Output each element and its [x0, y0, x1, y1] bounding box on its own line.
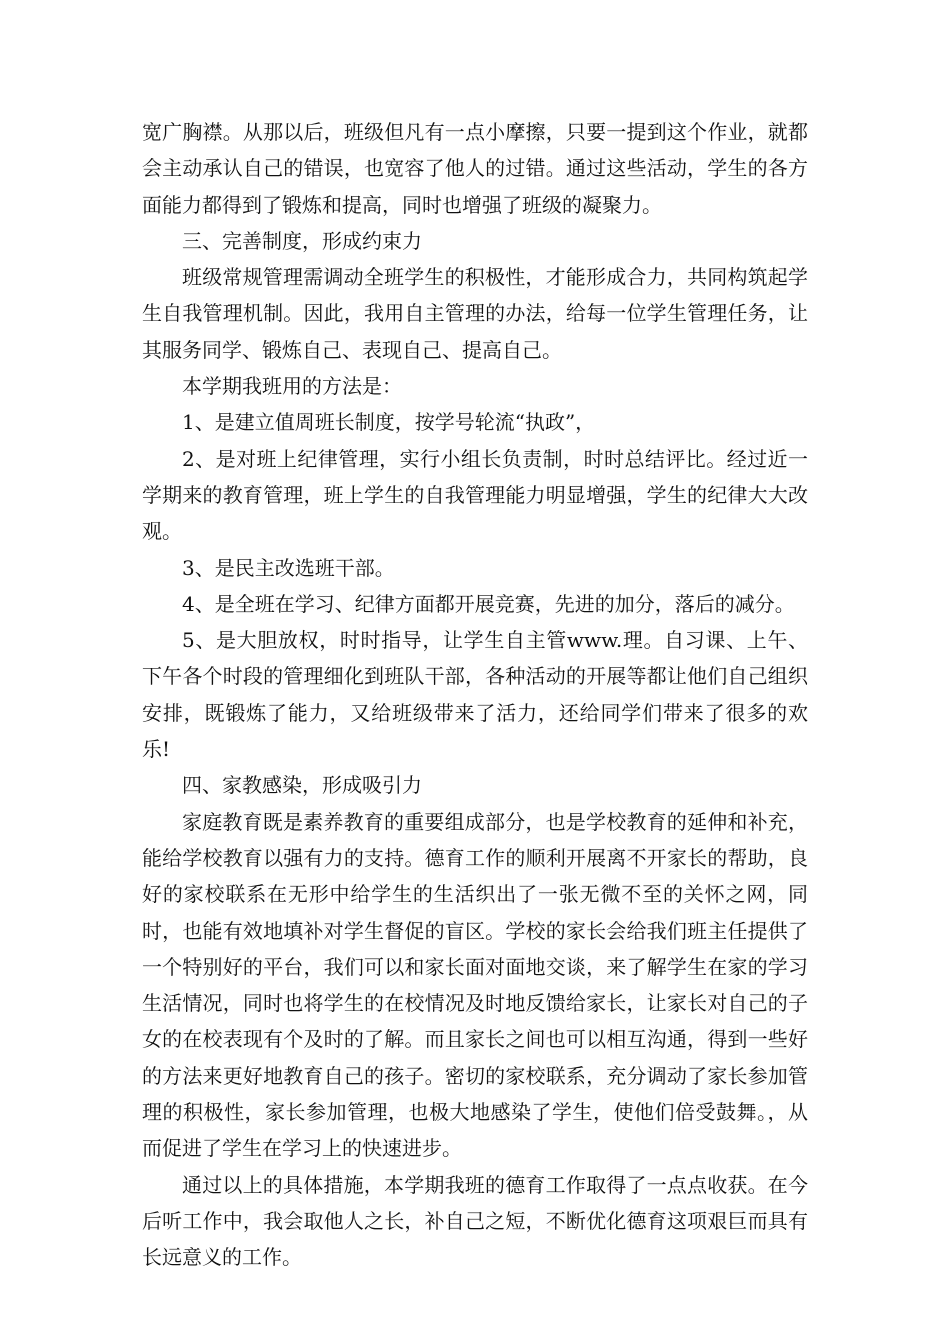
paragraph-conclusion: 通过以上的具体措施，本学期我班的德育工作取得了一点点收获。在今后听工作中，我会取他人之长，补自己之短，不断优化德育这项艰巨而具有长远意义的工作。 [142, 1172, 808, 1270]
paragraph-continuation: 宽广胸襟。从那以后，班级但凡有一点小摩擦，只要一提到这个作业，就都会主动承认自己的错误，也宽容了他人的过错。通过这些活动，学生的各方面能力都得到了锻炼和提高，同时也增强了班级的凝聚力。 [142, 120, 808, 217]
paragraph: 班级常规管理需调动全班学生的积极性，才能形成合力，共同构筑起学生自我管理机制。因此，我用自主管理的办法，给每一位学生管理任务，让其服务同学、锻炼自己、表现自己、提高自己。 [142, 265, 808, 362]
section-heading-4: 四、家教感染，形成吸引力 [182, 773, 422, 798]
list-item-5: 5、是大胆放权，时时指导，让学生自主管www.理。自习课、上午、下午各个时段的管理细化到班队干部，各种活动的开展等都让他们自己组织安排，既锻炼了能力，又给班级带来了活力，还给同学们带来了很多的欢乐! [142, 628, 808, 762]
list-item-3: 3、是民主改选班干部。 [182, 555, 395, 580]
list-item-4: 4、是全班在学习、纪律方面都开展竞赛，先进的加分，落后的减分。 [182, 591, 795, 616]
list-item-2: 2、是对班上纪律管理，实行小组长负责制，时时总结评比。经过近一学期来的教育管理，班上学生的自我管理能力明显增强，学生的纪律大大改观。 [142, 446, 808, 544]
section-heading-3: 三、完善制度，形成约束力 [182, 228, 422, 253]
paragraph: 家庭教育既是素养教育的重要组成部分，也是学校教育的延伸和补充，能给学校教育以强有力的支持。德育工作的顺利开展离不开家长的帮助，良好的家校联系在无形中给学生的生活织出了一张无微不至的关怀之网，同时，也能有效地填补对学生督促的盲区。学校的家长会给我们班主任提供了一个特别好的平台，我们可以和家长面对面地交谈，来了解学生在家的学习生活情况，同时也将学生的在校情况及时地反馈给家长，让家长对自己的子女的在校表现有个及时的了解。而且家长之间也可以相互沟通，得到一些好的方法来更好地教育自己的孩子。密切的家校联系，充分调动了家长参加管理的积极性，家长参加管理，也极大地感染了学生，使他们倍受鼓舞。，从而促进了学生在学习上的快速进步。 [142, 809, 808, 1161]
document-page [142, 114, 808, 1276]
list-item-1: 1、是建立值周班长制度，按学号轮流“执政”， [182, 410, 596, 435]
paragraph: 本学期我班用的方法是： [182, 374, 402, 399]
